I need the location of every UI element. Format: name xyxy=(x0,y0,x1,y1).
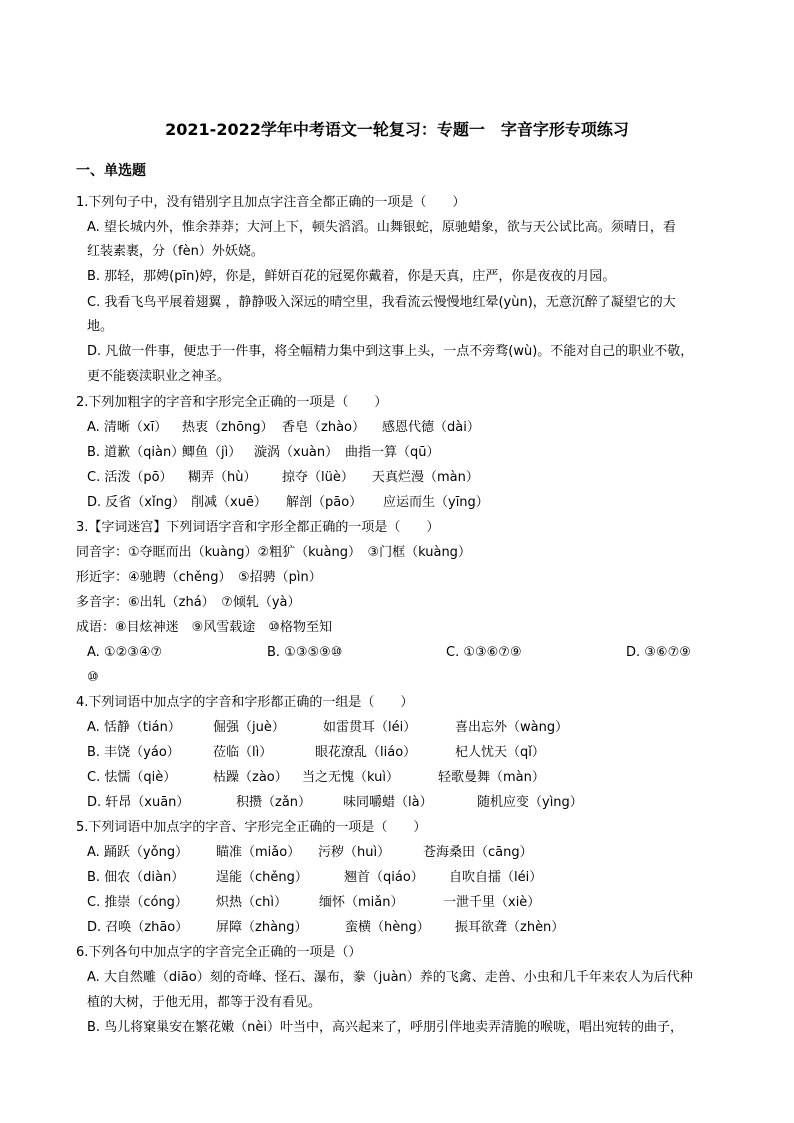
q2-d-word-2: 削减（xuē） xyxy=(191,495,267,510)
q4-a-word-2: 倔强（juè） xyxy=(213,720,285,735)
q4-c-word-3: 当之无愧（kuì） xyxy=(302,770,399,785)
q2-b-word-1: B. 道歉（qiàn） xyxy=(87,445,185,460)
q3-choice-a: A. ①②③④⑦ xyxy=(87,645,163,660)
q2-c-word-1: C. 活泼（pō） xyxy=(87,470,173,485)
q6-option-a-line-1: A. 大自然雕（diāo）刻的奇峰、怪石、瀑布，豢（juàn）养的飞禽、走兽、小虫和几千年来农人为后代种 xyxy=(87,970,693,985)
q4-a-word-3: 如雷贯耳（léi） xyxy=(323,720,417,735)
q4-d-word-2: 积攒（zǎn） xyxy=(236,795,312,810)
q5-a-word-2: 瞄准（miǎo） xyxy=(216,845,301,860)
q3-idioms: 成语：⑧目炫神迷 ⑨风雪载途 ⑩格物至知 xyxy=(76,620,332,635)
q2-c-word-2: 糊弄（hù） xyxy=(188,470,257,485)
q4-b-word-4: 杞人忧天（qǐ） xyxy=(455,745,545,760)
q5-b-word-3: 翘首（qiáo） xyxy=(344,870,424,885)
q1-option-b: B. 那轻，那娉(pīn)婷，你是，鲜妍百花的冠冕你戴着，你是天真，庄严，你是夜夜的月园。 xyxy=(87,269,616,284)
page-title: 2021-2022学年中考语文一轮复习：专题一 字音字形专项练习 xyxy=(165,120,629,139)
q5-d-word-1: D. 召唤（zhāo） xyxy=(87,920,189,935)
q3-choice-d: D. ③⑥⑦⑨ xyxy=(626,645,691,660)
q4-d-word-1: D. 轩昂（xuān） xyxy=(87,795,190,810)
q6-option-b-line-1: B. 鸟儿将窠巢安在繁花嫩（nèi）叶当中，高兴起来了，呼朋引伴地卖弄清脆的喉咙，唱出宛转的曲子， xyxy=(87,1020,684,1035)
q2-d-word-1: D. 反省（xǐng） xyxy=(87,495,186,510)
q2-b-word-2: 鲫鱼（jì） xyxy=(182,445,242,460)
q4-b-word-2: 莅临（lì） xyxy=(213,745,273,760)
question-5-stem: 5.下列词语中加点字的字音、字形完全正确的一项是（ ） xyxy=(76,820,427,835)
q4-b-word-3: 眼花潦乱（liáo） xyxy=(315,745,417,760)
q2-a-word-3: 香皂（zhào） xyxy=(282,420,365,435)
q5-a-word-3: 污秽（huì） xyxy=(318,845,391,860)
q2-a-word-2: 热衷（zhōng） xyxy=(182,420,274,435)
q1-option-a-line-2: 红装素裹，分（fèn）外妖娆。 xyxy=(87,244,264,259)
q2-a-word-4: 感恩代德（dài） xyxy=(382,420,480,435)
q3-choice-b: B. ①③⑤⑨⑩ xyxy=(267,645,343,660)
q5-b-word-4: 自吹自擂（léi） xyxy=(449,870,543,885)
q4-b-word-1: B. 丰饶（yáo） xyxy=(87,745,180,760)
q4-a-word-1: A. 恬静（tián） xyxy=(87,720,181,735)
q4-c-word-2: 枯躁（zào） xyxy=(213,770,288,785)
question-2-stem: 2.下列加粗字的字音和字形完全正确的一项是（ ） xyxy=(76,395,388,410)
q3-polyphones: 多音字：⑥出轧（zhá） ⑦倾轧（yà） xyxy=(76,595,301,610)
q5-d-word-4: 振耳欲聋（zhèn） xyxy=(455,920,565,935)
question-6-stem: 6.下列各句中加点字的字音完全正确的一项是（） xyxy=(76,945,362,960)
q5-d-word-2: 屏障（zhàng） xyxy=(216,920,308,935)
q2-b-word-4: 曲指一算（qū） xyxy=(345,445,440,460)
q6-option-a-line-2: 植的大树，于他无用，都等于没有看见。 xyxy=(87,995,322,1010)
q5-c-word-3: 缅怀（miǎn） xyxy=(319,895,404,910)
q5-a-word-1: A. 踊跃（yǒng） xyxy=(87,845,189,860)
q5-d-word-3: 蛮横（hèng） xyxy=(345,920,430,935)
q1-option-c-line-2: 地。 xyxy=(87,319,114,334)
q3-similar-shapes: 形近字：④驰聘（chěng） ⑤招骋（pìn） xyxy=(76,570,322,585)
q5-c-word-1: C. 推崇（cóng） xyxy=(87,895,188,910)
q2-d-word-3: 解剖（pāo） xyxy=(286,495,363,510)
section-heading: 一、单选题 xyxy=(76,163,146,179)
q3-choice-c: C. ①③⑥⑦⑨ xyxy=(446,645,522,660)
q3-homophones: 同音字：①夺眶而出（kuàng）②粗犷（kuàng） ③门框（kuàng） xyxy=(76,545,471,560)
q5-b-word-2: 逞能（chěng） xyxy=(216,870,308,885)
question-4-stem: 4.下列词语中加点字的字音和字形都正确的一组是（ ） xyxy=(76,695,414,710)
q2-d-word-4: 应运而生（yīng） xyxy=(383,495,489,510)
q1-option-d-line-1: D. 凡做一件事，便忠于一件事，将全幅精力集中到这事上头，一点不旁骛(wù)。不能对自己的职业不敬， xyxy=(87,344,694,359)
q5-c-word-4: 一泄千里（xiè） xyxy=(443,895,541,910)
question-1-stem: 1.下列句子中，没有错别字且加点字注音全都正确的一项是（ ） xyxy=(76,195,466,210)
q5-c-word-2: 炽热（chì） xyxy=(216,895,287,910)
q4-d-word-3: 味同嚼蜡（là） xyxy=(343,795,433,810)
question-3-stem: 3.【字词迷宫】下列词语字音和字形全都正确的一项是（ ） xyxy=(76,520,440,535)
q1-option-c-line-1: C. 我看飞鸟平展着翅翼 ，静静吸入深远的晴空里，我看流云慢慢地红晕(yùn)，无意沉醉了凝望它的大 xyxy=(87,295,676,310)
q2-c-word-3: 掠夺（lüè） xyxy=(282,470,354,485)
q5-b-word-1: B. 佃农（diàn） xyxy=(87,870,185,885)
q1-option-d-line-2: 更不能亵渎职业之神圣。 xyxy=(87,369,231,384)
q2-b-word-3: 漩涡（xuàn） xyxy=(254,445,339,460)
q4-c-word-4: 轻歌曼舞（màn） xyxy=(438,770,545,785)
q2-a-word-1: A. 清晰（xī） xyxy=(87,420,168,435)
q4-d-word-4: 随机应变（yìng） xyxy=(477,795,583,810)
q4-a-word-4: 喜出忘外（wàng） xyxy=(455,720,569,735)
q1-option-a-line-1: A. 望长城内外，惟余莽莽；大河上下，顿失滔滔。山舞银蛇，原驰蜡象，欲与天公试比高。须晴日，看 xyxy=(87,220,676,235)
q3-choice-d-overflow: ⑩ xyxy=(87,670,99,685)
q5-a-word-4: 苍海桑田（cāng） xyxy=(423,845,533,860)
q2-c-word-4: 天真烂漫（màn） xyxy=(372,470,479,485)
q4-c-word-1: C. 怯懦（qiè） xyxy=(87,770,177,785)
